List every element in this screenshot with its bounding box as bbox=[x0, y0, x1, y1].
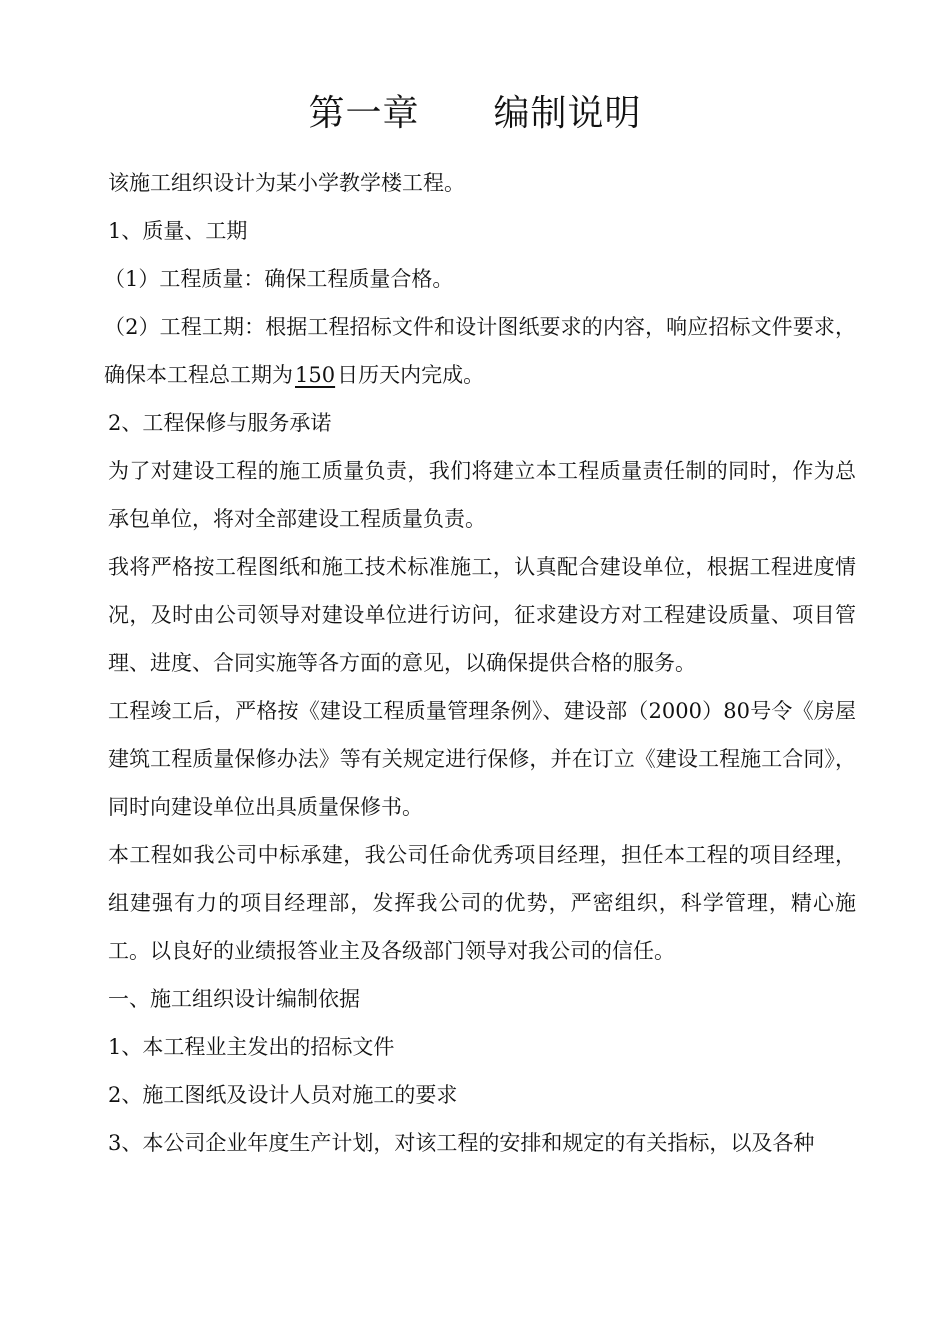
chapter-title: 第一章 编制说明 bbox=[308, 93, 642, 134]
basis-item-1: 1、本工程业主发出的招标文件 bbox=[108, 1035, 395, 1059]
warranty-paragraph-3: 工程竣工后，严格按《建设工程质量管理条例》、建设部（2000）80号令《房屋建筑工程质量保修办法》等有关规定进行保修，并在订立《建设工程施工合同》，同时向建设单位出具质量保修书。 bbox=[108, 699, 856, 819]
warranty-paragraph-1: 为了对建设工程的施工质量负责，我们将建立本工程质量责任制的同时，作为总承包单位，将对全部建设工程质量负责。 bbox=[108, 459, 856, 531]
schedule-text-after: 日历天内完成。 bbox=[337, 363, 485, 387]
basis-item-3: 3、本公司企业年度生产计划，对该工程的安排和规定的有关指标，以及各种 bbox=[108, 1131, 815, 1155]
schedule-days-value: 150 bbox=[295, 363, 336, 387]
schedule-paragraph bbox=[104, 303, 856, 399]
warranty-paragraph-4: 本工程如我公司中标承建，我公司任命优秀项目经理，担任本工程的项目经理，组建强有力的项目经理部，发挥我公司的优势，严密组织，科学管理，精心施工。以良好的业绩报答业主及各级部门领导对我公司的信任。 bbox=[108, 843, 856, 963]
basis-item-2: 2、施工图纸及设计人员对施工的要求 bbox=[108, 1083, 458, 1107]
schedule-text-before: （2）工程工期：根据工程招标文件和设计图纸要求的内容，响应招标文件要求，确保本工程总工期为 bbox=[104, 315, 856, 387]
section-heading-basis: 一、施工组织设计编制依据 bbox=[108, 987, 360, 1011]
document-body bbox=[104, 159, 856, 1167]
section-heading-warranty: 2、工程保修与服务承诺 bbox=[108, 411, 332, 435]
section-heading-quality-schedule: 1、质量、工期 bbox=[108, 219, 248, 243]
intro-paragraph: 该施工组织设计为某小学教学楼工程。 bbox=[108, 171, 465, 195]
quality-paragraph: （1）工程质量：确保工程质量合格。 bbox=[104, 267, 454, 291]
warranty-paragraph-2: 我将严格按工程图纸和施工技术标准施工，认真配合建设单位，根据工程进度情况，及时由公司领导对建设单位进行访问，征求建设方对工程建设质量、项目管理、进度、合同实施等各方面的意见，以确保提供合格的服务。 bbox=[108, 555, 856, 675]
